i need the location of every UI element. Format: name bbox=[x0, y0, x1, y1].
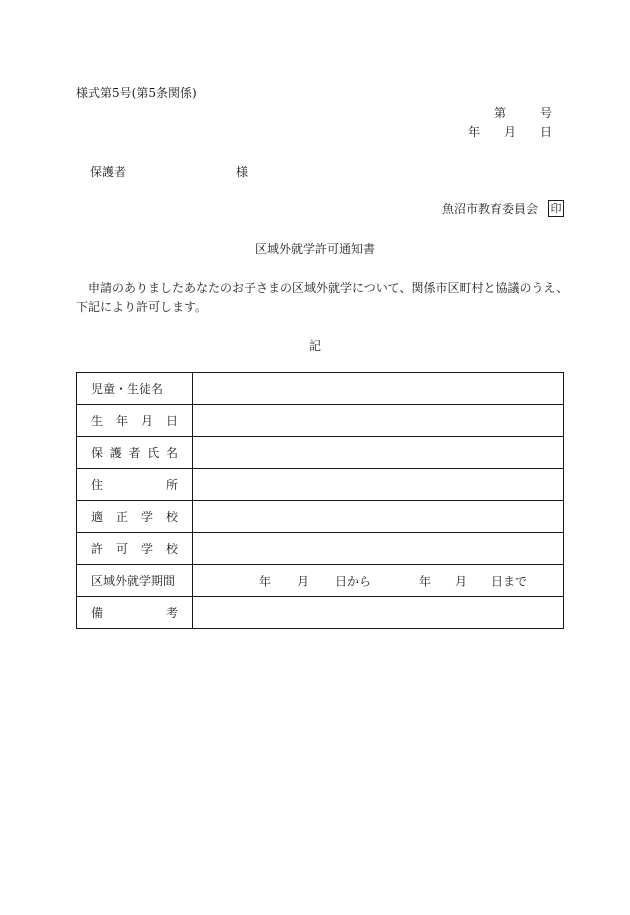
form-number: 様式第5号(第5条関係) bbox=[76, 86, 197, 100]
row-value-remarks bbox=[193, 597, 564, 629]
document-number-line bbox=[494, 104, 552, 121]
row-label-period bbox=[77, 565, 193, 597]
table-row bbox=[77, 565, 564, 597]
row-value-guardian-name bbox=[193, 437, 564, 469]
period-from-day: 日から bbox=[335, 574, 372, 588]
document-number-suffix: 号 bbox=[539, 106, 552, 120]
label-char: 所 bbox=[165, 478, 178, 492]
row-label-guardian-name bbox=[77, 437, 193, 469]
row-label-remarks bbox=[77, 597, 193, 629]
date-day: 日 bbox=[539, 125, 552, 139]
table-row bbox=[77, 373, 564, 405]
label-text bbox=[91, 476, 178, 493]
table-row bbox=[77, 501, 564, 533]
label-char: 保 bbox=[91, 446, 104, 460]
row-value-designated-school bbox=[193, 501, 564, 533]
period-to-month: 月 bbox=[455, 574, 468, 588]
label-char: 名 bbox=[165, 446, 178, 460]
label-char: 正 bbox=[115, 510, 128, 524]
label-text bbox=[91, 604, 178, 621]
period-to-year: 年 bbox=[419, 574, 432, 588]
label-char: 校 bbox=[165, 542, 178, 556]
label-text: 児童・生徒名 bbox=[91, 382, 164, 396]
issuer-name: 魚沼市教育委員会 bbox=[441, 202, 538, 216]
period-from-month: 月 bbox=[297, 574, 310, 588]
document-number-prefix: 第 bbox=[493, 106, 506, 120]
label-char: 年 bbox=[115, 414, 128, 428]
table-row bbox=[77, 437, 564, 469]
period-from-year: 年 bbox=[259, 574, 272, 588]
salutation: 様 bbox=[236, 165, 249, 179]
label-char: 許 bbox=[91, 542, 104, 556]
row-label-designated-school bbox=[77, 501, 193, 533]
date-month: 月 bbox=[503, 125, 516, 139]
label-char: 適 bbox=[91, 510, 104, 524]
date-year: 年 bbox=[467, 125, 480, 139]
label-char: 住 bbox=[91, 478, 104, 492]
period-to-day: 日まで bbox=[491, 574, 528, 588]
row-value-address bbox=[193, 469, 564, 501]
row-value-period bbox=[193, 565, 564, 597]
label-char: 者 bbox=[128, 446, 141, 460]
body-text: 申請のありましたあなたのお子さまの区域外就学について、関係市区町村と協議のうえ、下記により許可します。 bbox=[76, 281, 569, 314]
label-char: 護 bbox=[109, 446, 122, 460]
issuer-line bbox=[442, 200, 564, 217]
row-value-birthdate bbox=[193, 405, 564, 437]
label-char: 氏 bbox=[147, 446, 160, 460]
seal-stamp-box: 印 bbox=[548, 200, 564, 217]
row-value-student-name bbox=[193, 373, 564, 405]
label-text bbox=[91, 508, 178, 525]
document-title: 区域外就学許可通知書 bbox=[254, 242, 375, 256]
addressee-line bbox=[90, 163, 249, 180]
label-char: 学 bbox=[140, 510, 153, 524]
row-label-birthdate bbox=[77, 405, 193, 437]
label-char: 可 bbox=[115, 542, 128, 556]
table-row bbox=[77, 405, 564, 437]
info-table bbox=[76, 372, 564, 629]
row-value-permitted-school bbox=[193, 533, 564, 565]
label-char: 学 bbox=[140, 542, 153, 556]
row-label-permitted-school bbox=[77, 533, 193, 565]
ki-heading: 記 bbox=[308, 339, 321, 353]
label-char: 備 bbox=[91, 606, 104, 620]
label-text: 区域外就学期間 bbox=[91, 574, 176, 588]
label-char: 校 bbox=[165, 510, 178, 524]
row-label-address bbox=[77, 469, 193, 501]
table-row bbox=[77, 597, 564, 629]
row-label-student-name bbox=[77, 373, 193, 405]
table-row bbox=[77, 533, 564, 565]
table-row bbox=[77, 469, 564, 501]
label-char: 月 bbox=[140, 414, 153, 428]
label-char: 考 bbox=[165, 606, 178, 620]
label-char: 生 bbox=[91, 414, 104, 428]
label-char: 日 bbox=[165, 414, 178, 428]
guardian-label: 保護者 bbox=[90, 165, 127, 179]
label-text bbox=[91, 540, 178, 557]
label-text bbox=[91, 412, 178, 429]
date-line bbox=[468, 123, 552, 140]
label-text bbox=[91, 444, 178, 461]
